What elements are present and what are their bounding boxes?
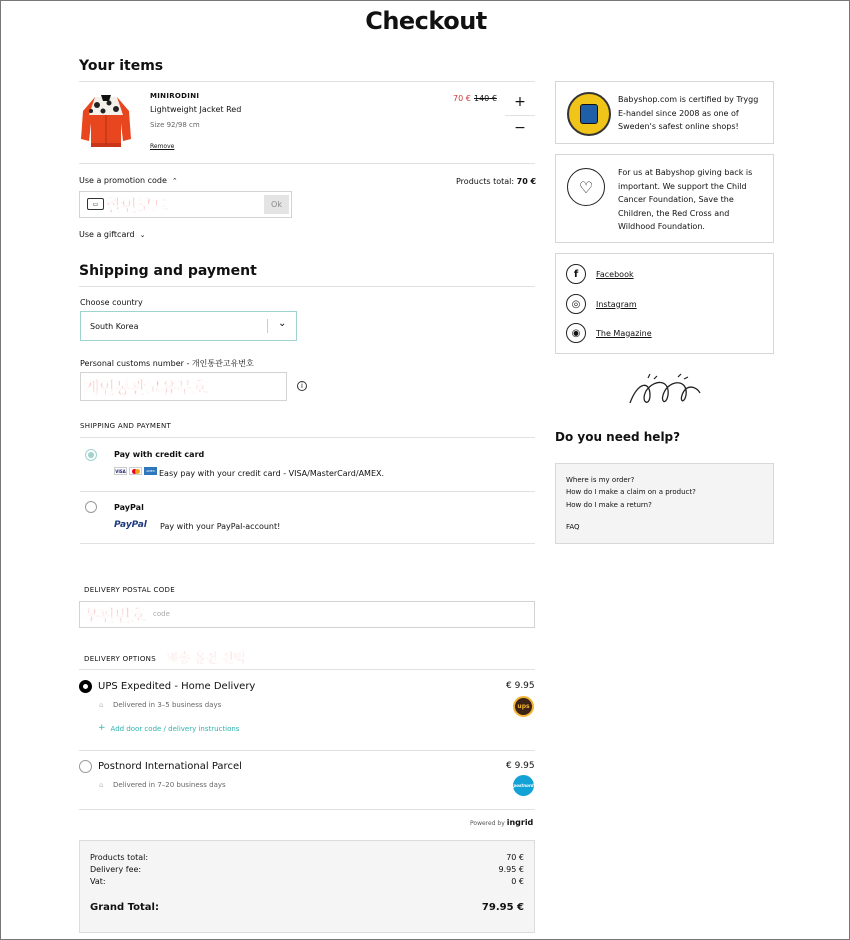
- payment-option-paypal[interactable]: [80, 492, 535, 543]
- product-image[interactable]: [79, 89, 133, 151]
- remove-link[interactable]: Remove: [150, 143, 175, 150]
- social-label: Instagram: [596, 299, 637, 309]
- summary-label: Vat:: [90, 877, 106, 886]
- help-box: [555, 463, 774, 544]
- summary-value: 9.95 €: [498, 865, 524, 874]
- customs-label: Personal customs number - 개인통관고유번호: [80, 359, 254, 368]
- house-icon: ⌂: [99, 701, 104, 709]
- postal-annotation: 우편번호: [84, 606, 146, 625]
- summary-value: 70 €: [506, 853, 524, 862]
- delivery-options-label: DELIVERY OPTIONS: [84, 655, 156, 663]
- divider: [79, 286, 535, 287]
- postal-code-input[interactable]: [79, 601, 535, 628]
- summary-label: Products total:: [90, 853, 149, 862]
- promo-toggle-label: Use a promotion code: [79, 176, 167, 185]
- summary-value: 0 €: [511, 877, 524, 886]
- social-label: Facebook: [596, 269, 634, 279]
- grand-total-label: Grand Total:: [90, 902, 159, 913]
- product-brand: MINIRODINI: [150, 92, 200, 100]
- product-size: Size 92/98 cm: [150, 121, 200, 129]
- coupon-icon: ▭: [87, 198, 104, 210]
- giftcard-toggle-label: Use a giftcard: [79, 230, 135, 239]
- loop-doodle-icon: [628, 373, 702, 409]
- chevron-up-icon: ⌃: [171, 176, 178, 185]
- delivery-annotation: 배송 옵션 선택: [167, 651, 245, 665]
- social-label: The Magazine: [596, 328, 652, 338]
- quantity-increase-button[interactable]: +: [514, 94, 526, 110]
- divider: [79, 809, 535, 810]
- charity-text: For us at Babyshop giving back is important. We support the Child Cancer Foundation, Save the Children, the Red Cross and Wildhood Foundation.: [618, 168, 753, 231]
- payment-section-label: SHIPPING AND PAYMENT: [80, 422, 172, 430]
- help-heading: Do you need help?: [555, 430, 681, 444]
- price-sale: 70 €: [453, 94, 471, 103]
- postal-code-placeholder: code: [153, 610, 170, 618]
- products-total-value: 70 €: [516, 177, 537, 186]
- trygg-card: [555, 81, 774, 144]
- instagram-icon: ◎: [566, 294, 586, 314]
- your-items-heading: Your items: [79, 58, 164, 74]
- payment-method-name: PayPal: [114, 503, 144, 512]
- postnord-radio[interactable]: [79, 760, 92, 773]
- facebook-icon: f: [566, 264, 586, 284]
- postal-code-label: DELIVERY POSTAL CODE: [84, 586, 175, 594]
- chevron-down-icon: ⌄: [139, 230, 146, 239]
- promo-ok-button[interactable]: Ok: [264, 195, 289, 214]
- info-icon[interactable]: i: [297, 381, 307, 391]
- country-value: South Korea: [90, 322, 139, 331]
- social-link-facebook[interactable]: [566, 264, 634, 284]
- card-logos: [114, 467, 157, 475]
- lock-icon: [580, 104, 598, 124]
- chevron-down-icon: ⌄: [278, 318, 287, 329]
- rss-icon: ◉: [566, 323, 586, 343]
- payment-method-desc: Pay with your PayPal-account!: [160, 522, 281, 531]
- amex-icon: AMEX: [144, 467, 157, 475]
- mastercard-icon: [129, 467, 142, 475]
- country-select[interactable]: [80, 311, 297, 341]
- trygg-text: Babyshop.com is certified by Trygg E-handel since 2008 as one of Sweden's safest online shops!: [618, 95, 759, 131]
- payment-method-name: Pay with credit card: [114, 450, 205, 459]
- charity-card: [555, 154, 774, 243]
- divider: [267, 319, 268, 333]
- delivery-option-price: € 9.95: [506, 761, 535, 771]
- products-total-top: [456, 177, 536, 186]
- delivery-option-eta: Delivered in 7–20 business days: [113, 781, 226, 789]
- add-door-code-label: Add door code / delivery instructions: [110, 725, 240, 733]
- paypal-logo: PayPal: [114, 520, 147, 530]
- summary-label: Delivery fee:: [90, 865, 142, 874]
- delivery-option-price: € 9.95: [506, 681, 535, 691]
- trygg-badge-icon: [567, 92, 611, 136]
- ingrid-logo: ingrid: [506, 818, 534, 827]
- faq-link[interactable]: FAQ: [566, 523, 580, 531]
- divider: [79, 163, 535, 164]
- postnord-logo-icon: postnord: [513, 775, 534, 796]
- price-original: 140 €: [474, 94, 497, 103]
- heart-icon: ♡: [567, 168, 605, 206]
- payment-option-credit-card[interactable]: [80, 438, 535, 491]
- help-link[interactable]: How do I make a claim on a product?: [566, 488, 696, 496]
- help-link[interactable]: How do I make a return?: [566, 501, 652, 509]
- divider: [80, 543, 535, 544]
- social-card: [555, 253, 774, 354]
- delivery-option-name: UPS Expedited - Home Delivery: [98, 681, 256, 692]
- paypal-radio[interactable]: [85, 501, 97, 513]
- powered-by-label: Powered by: [470, 820, 505, 827]
- add-door-code-link[interactable]: [98, 725, 239, 733]
- credit-card-radio[interactable]: [85, 449, 97, 461]
- quantity-decrease-button[interactable]: −: [514, 120, 526, 136]
- promo-toggle[interactable]: [79, 176, 178, 185]
- payment-method-desc: Easy pay with your credit card - VISA/MasterCard/AMEX.: [159, 469, 385, 478]
- social-link-magazine[interactable]: [566, 323, 652, 343]
- grand-total-value: 79.95 €: [481, 902, 524, 913]
- order-summary: [79, 840, 535, 933]
- promo-annotation: 할인코드: [106, 196, 168, 215]
- customs-annotation: 개인통관고유부호: [84, 378, 208, 397]
- product-name[interactable]: Lightweight Jacket Red: [150, 105, 242, 114]
- powered-by: [470, 818, 533, 827]
- products-total-label: Products total:: [456, 177, 515, 186]
- delivery-option-postnord[interactable]: [79, 751, 535, 809]
- page-title: Checkout: [365, 7, 487, 35]
- house-icon: ⌂: [99, 781, 104, 789]
- shipping-heading: Shipping and payment: [79, 263, 257, 279]
- ups-logo-icon: ups: [513, 696, 534, 717]
- visa-icon: VISA: [115, 468, 126, 474]
- giftcard-toggle[interactable]: [79, 230, 145, 239]
- plus-icon: +: [98, 723, 106, 733]
- country-label: Choose country: [80, 298, 143, 307]
- ups-radio[interactable]: [79, 680, 92, 693]
- social-link-instagram[interactable]: [566, 294, 637, 314]
- divider: [79, 81, 535, 82]
- delivery-option-eta: Delivered in 3–5 business days: [113, 701, 222, 709]
- delivery-option-ups[interactable]: [79, 670, 535, 750]
- delivery-option-name: Postnord International Parcel: [98, 761, 242, 772]
- help-link[interactable]: Where is my order?: [566, 476, 635, 484]
